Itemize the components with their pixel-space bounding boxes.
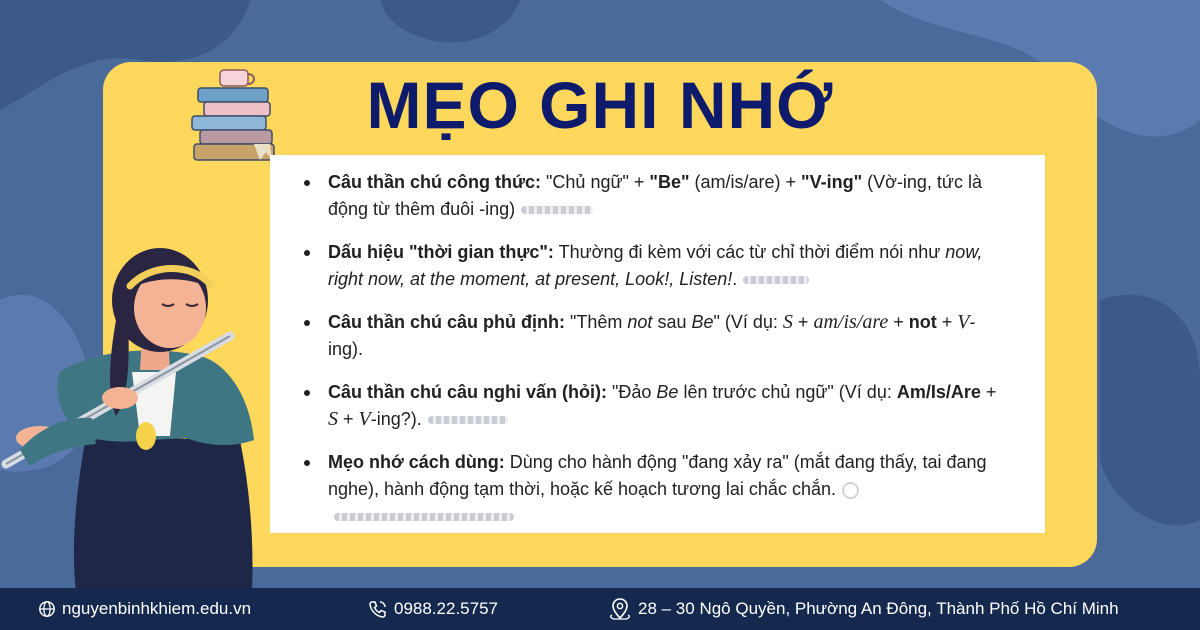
citation-chip[interactable]: [521, 206, 593, 214]
source-icon[interactable]: [842, 482, 859, 499]
tip-formula: Câu thần chú công thức: "Chủ ngữ" + "Be" (am/is/are) + "V-ing" (Vờ-ing, tức là động từ thêm đuôi -ing): [328, 169, 1008, 223]
footer-phone[interactable]: [368, 588, 498, 630]
tip-label: Câu thần chú câu nghi vấn (hỏi):: [328, 382, 607, 402]
address-text: 28 – 30 Ngô Quyền, Phường An Đông, Thành Phố Hồ Chí Minh: [638, 599, 1119, 618]
tip-label: Câu thần chú câu phủ định:: [328, 312, 565, 332]
tip-time-signals: Dấu hiệu "thời gian thực": Thường đi kèm với các từ chỉ thời điểm nói như now, right now, at the moment, at present, Look!, Listen!.: [328, 239, 1008, 293]
footer-website[interactable]: [38, 588, 251, 630]
phone-icon: [368, 599, 388, 619]
tip-negative: Câu thần chú câu phủ định: "Thêm not sau Be" (Ví dụ: S + am/is/are + not + V-ing).: [328, 309, 1008, 363]
tips-panel: [270, 155, 1045, 533]
tip-label: Câu thần chú công thức:: [328, 172, 542, 192]
map-pin-icon: [608, 597, 632, 621]
flute-girl-illustration: [0, 240, 300, 592]
citation-chip[interactable]: [428, 416, 508, 424]
tip-usage: Mẹo nhớ cách dùng: Dùng cho hành động "đang xảy ra" (mắt đang thấy, tai đang nghe), hành động tạm thời, hoặc kế hoạch tương lai chắc chắn.: [328, 449, 1008, 530]
books-icon: [184, 62, 284, 166]
footer-address[interactable]: [608, 588, 1119, 630]
phone-text: 0988.22.5757: [394, 599, 498, 618]
tip-label: Mẹo nhớ cách dùng:: [328, 452, 505, 472]
tip-label: Dấu hiệu "thời gian thực":: [328, 242, 554, 262]
citation-chip[interactable]: [743, 276, 809, 284]
globe-icon: [38, 600, 56, 618]
website-text: nguyenbinhkhiem.edu.vn: [62, 599, 252, 618]
footer-bar: [0, 588, 1200, 630]
page-title: MẸO GHI NHỚ: [366, 68, 834, 142]
tips-list: [270, 155, 1045, 530]
tip-question: Câu thần chú câu nghi vấn (hỏi): "Đảo Be lên trước chủ ngữ" (Ví dụ: Am/Is/Are + S + V-ing?).: [328, 379, 1008, 433]
citation-chip[interactable]: [334, 513, 514, 521]
